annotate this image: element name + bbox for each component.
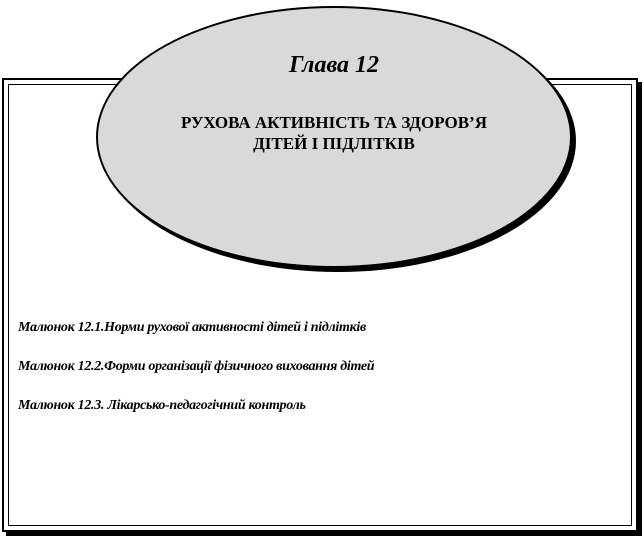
chapter-label: Глава 12 — [288, 52, 380, 78]
figure-caption-1: Малюнок 12.1.Норми рухової активності дітей і підлітків — [18, 320, 366, 335]
figure-caption-2: Малюнок 12.2.Форми організації фізичного виховання дітей — [18, 359, 375, 374]
chapter-ellipse — [96, 6, 572, 268]
figure-caption-3: Малюнок 12.3. Лікарсько-педагогічний контроль — [18, 398, 306, 413]
figure-list — [18, 318, 618, 435]
chapter-title: РУХОВА АКТИВНІСТЬ ТА ЗДОРОВ’Я ДІТЕЙ І ПІДЛІТКІВ — [181, 113, 487, 153]
